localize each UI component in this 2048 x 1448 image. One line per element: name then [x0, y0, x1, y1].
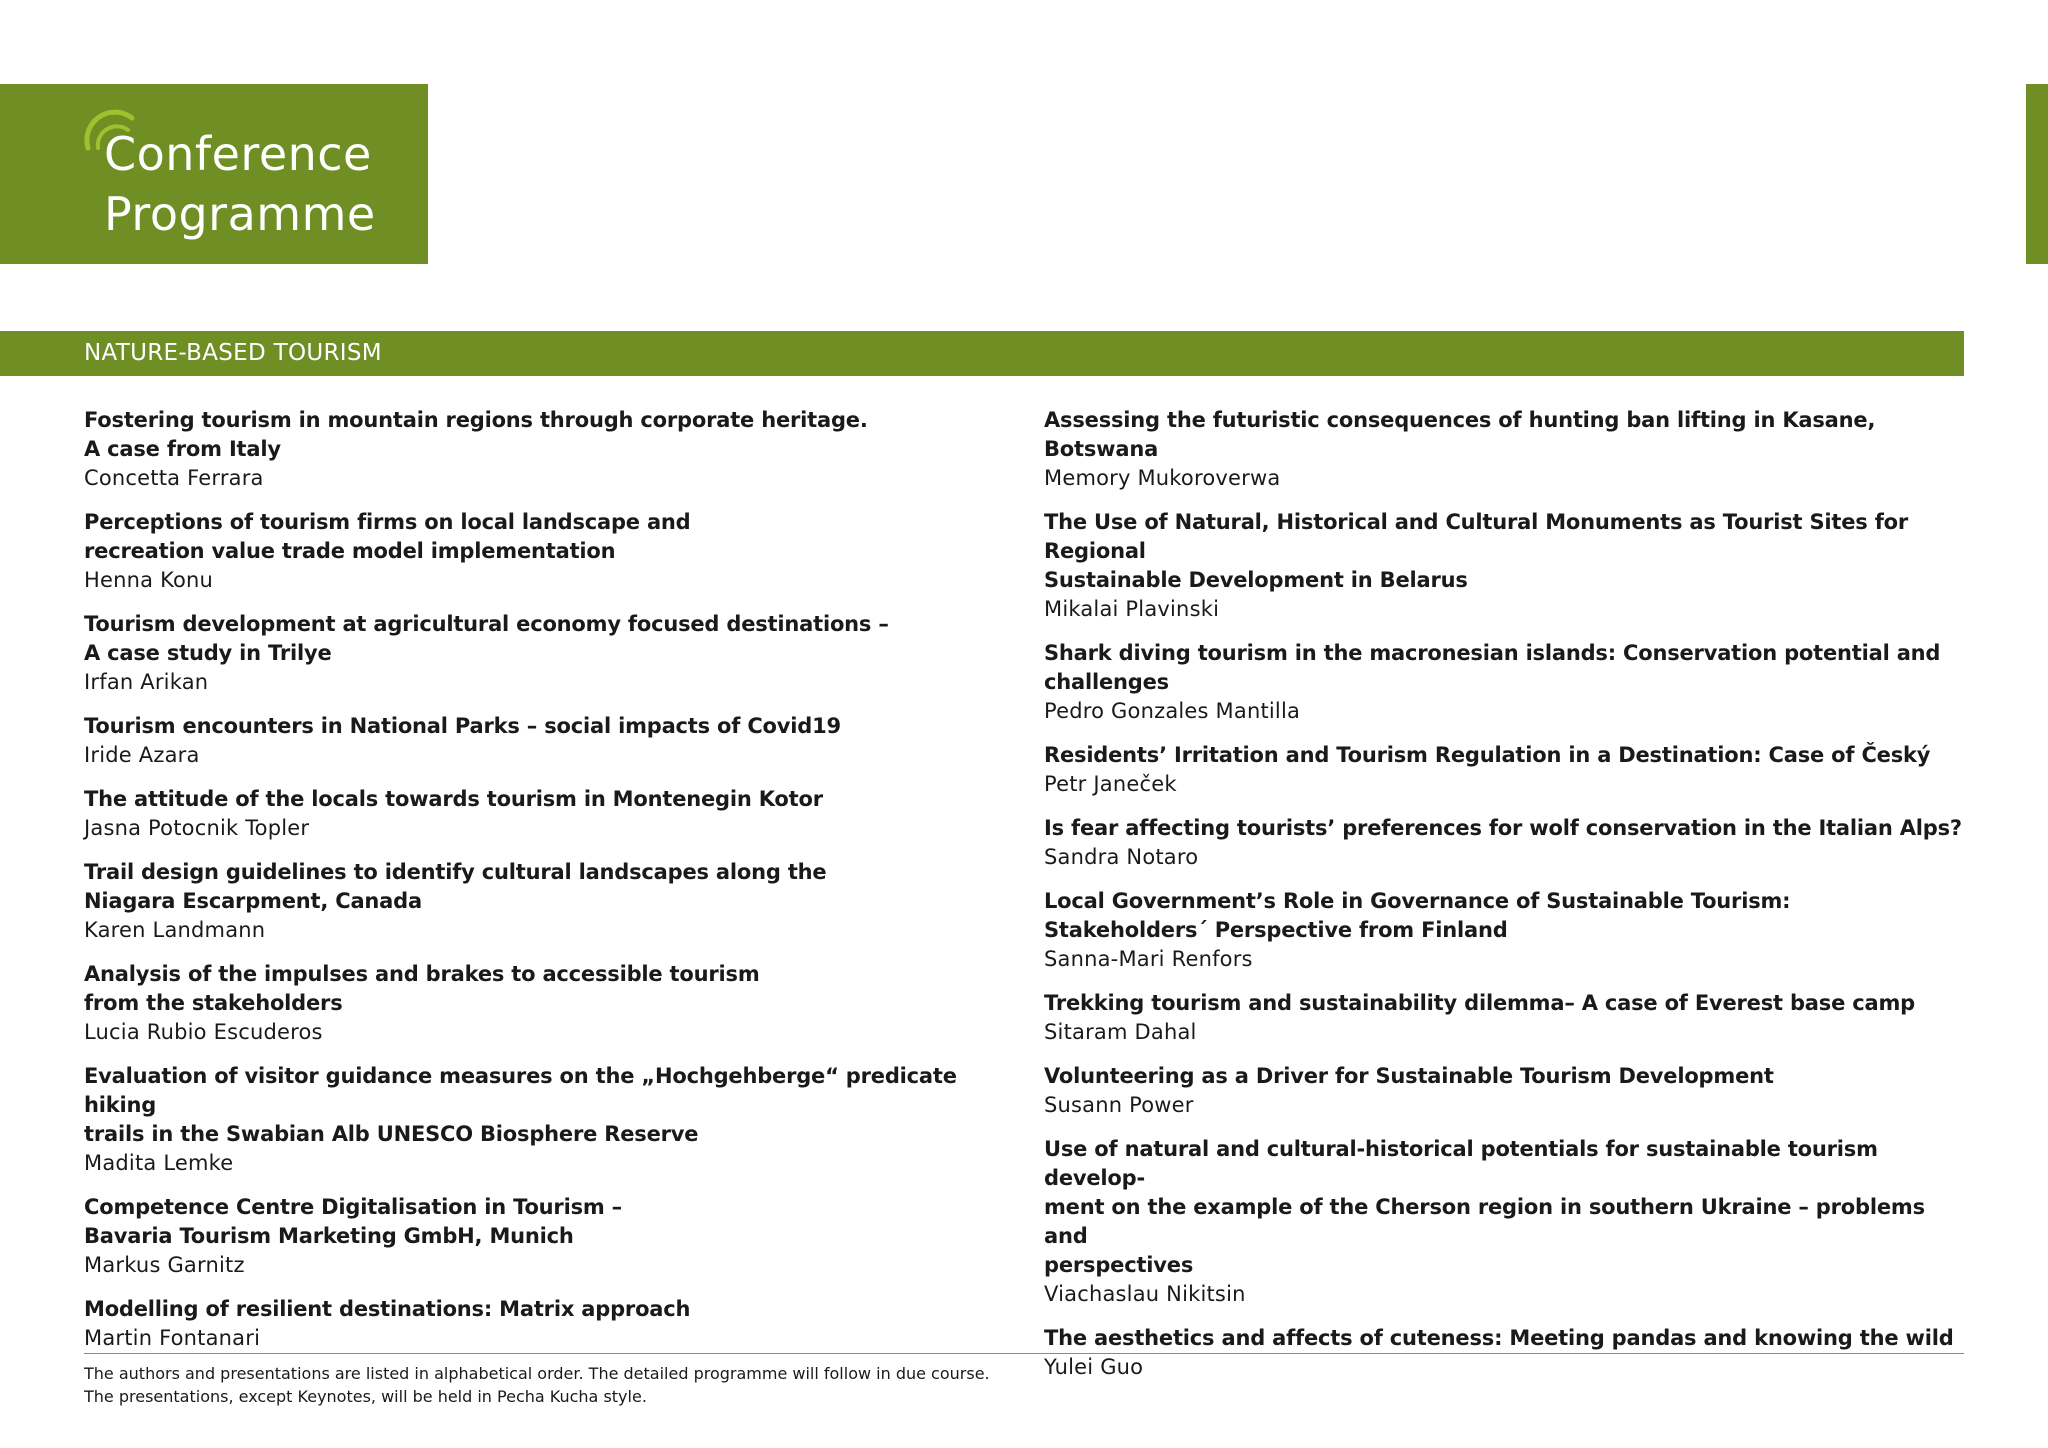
presenter-name: Mikalai Plavinski [1044, 597, 1220, 621]
presentation-title: Volunteering as a Driver for Sustainable Tourism Development [1044, 1064, 1774, 1088]
presentation-title: Competence Centre Digitalisation in Tourism – Bavaria Tourism Marketing GmbH, Munich [84, 1195, 622, 1248]
presentation-title: The Use of Natural, Historical and Cultural Monuments as Tourist Sites for Regional Sustainable Development in Belarus [1044, 510, 1909, 592]
presenter-name: Viachaslau Nikitsin [1044, 1282, 1246, 1306]
presentation-title: Is fear affecting tourists’ preferences for wolf conservation in the Italian Alps? [1044, 816, 1962, 840]
presentation-title: Shark diving tourism in the macronesian islands: Conservation potential and challenges [1044, 641, 1941, 694]
presenter-name: Markus Garnitz [84, 1253, 245, 1277]
programme-entry [1044, 887, 1964, 974]
programme-entry [84, 1295, 984, 1353]
presentation-title: Assessing the futuristic consequences of hunting ban lifting in Kasane, Botswana [1044, 408, 1876, 461]
left-column [84, 406, 984, 1368]
presentation-title: The attitude of the locals towards tourism in Montenegin Kotor [84, 787, 823, 811]
footnote-line-1: The authors and presentations are listed in alphabetical order. The detailed programme will follow in due course. [84, 1364, 990, 1383]
programme-entry [1044, 1135, 1964, 1309]
footnote [84, 1362, 990, 1408]
presentation-title: Trail design guidelines to identify cultural landscapes along the Niagara Escarpment, Canada [84, 860, 827, 913]
right-column [1044, 406, 1964, 1397]
presenter-name: Karen Landmann [84, 918, 266, 942]
page-title [104, 124, 376, 244]
presenter-name: Martin Fontanari [84, 1326, 261, 1350]
presentation-title: Residents’ Irritation and Tourism Regulation in a Destination: Case of Český [1044, 743, 1931, 767]
programme-entry [84, 610, 984, 697]
presentation-title: Trekking tourism and sustainability dilemma– A case of Everest base camp [1044, 991, 1915, 1015]
programme-entry [1044, 639, 1964, 726]
programme-entry [84, 1193, 984, 1280]
page-title-line-1: Conference [104, 127, 372, 181]
programme-entry [84, 406, 984, 493]
presenter-name: Madita Lemke [84, 1151, 234, 1175]
presentation-title: Tourism encounters in National Parks – social impacts of Covid19 [84, 714, 841, 738]
presenter-name: Jasna Potocnik Topler [84, 816, 310, 840]
presenter-name: Pedro Gonzales Mantilla [1044, 699, 1301, 723]
programme-entry [84, 1062, 984, 1178]
footnote-line-2: The presentations, except Keynotes, will be held in Pecha Kucha style. [84, 1387, 647, 1406]
presenter-name: Susann Power [1044, 1093, 1194, 1117]
presenter-name: Sandra Notaro [1044, 845, 1199, 869]
presenter-name: Iride Azara [84, 743, 200, 767]
presenter-name: Petr Janeček [1044, 772, 1177, 796]
programme-entry [84, 858, 984, 945]
programme-entry [1044, 1062, 1964, 1120]
section-header-bar [0, 331, 1964, 376]
presenter-name: Sanna-Mari Renfors [1044, 947, 1253, 971]
presentation-title: Local Government’s Role in Governance of Sustainable Tourism: Stakeholders´ Perspective from Finland [1044, 889, 1791, 942]
presenter-name: Yulei Guo [1044, 1355, 1144, 1379]
presenter-name: Memory Mukoroverwa [1044, 466, 1281, 490]
presentation-title: Modelling of resilient destinations: Matrix approach [84, 1297, 691, 1321]
programme-entry [84, 508, 984, 595]
presentation-title: The aesthetics and affects of cuteness: Meeting pandas and knowing the wild [1044, 1326, 1954, 1350]
programme-entry [84, 712, 984, 770]
presentation-title: Use of natural and cultural-historical potentials for sustainable tourism develop- ment on the example of the Cherson region in southern Ukraine – problems and perspectives [1044, 1137, 1925, 1277]
programme-entry [1044, 989, 1964, 1047]
presentation-title: Tourism development at agricultural economy focused destinations – A case study in Trilye [84, 612, 889, 665]
programme-entry [84, 785, 984, 843]
title-block [0, 84, 428, 264]
presentation-title: Fostering tourism in mountain regions through corporate heritage. A case from Italy [84, 408, 868, 461]
edge-tab [2026, 84, 2048, 264]
programme-entry [1044, 741, 1964, 799]
section-title: NATURE-BASED TOURISM [84, 340, 382, 366]
presenter-name: Lucia Rubio Escuderos [84, 1020, 323, 1044]
presenter-name: Irfan Arikan [84, 670, 209, 694]
presenter-name: Henna Konu [84, 568, 214, 592]
programme-entry [1044, 508, 1964, 624]
presenter-name: Concetta Ferrara [84, 466, 264, 490]
footer-divider [84, 1353, 1964, 1354]
presenter-name: Sitaram Dahal [1044, 1020, 1197, 1044]
programme-entry [1044, 814, 1964, 872]
presentation-title: Perceptions of tourism firms on local landscape and recreation value trade model implementation [84, 510, 691, 563]
presentation-title: Evaluation of visitor guidance measures on the „Hochgehberge“ predicate hiking trails in the Swabian Alb UNESCO Biosphere Reserve [84, 1064, 957, 1146]
programme-entry [1044, 406, 1964, 493]
presentation-title: Analysis of the impulses and brakes to accessible tourism from the stakeholders [84, 962, 760, 1015]
programme-entry [84, 960, 984, 1047]
page-title-line-2: Programme [104, 187, 376, 241]
